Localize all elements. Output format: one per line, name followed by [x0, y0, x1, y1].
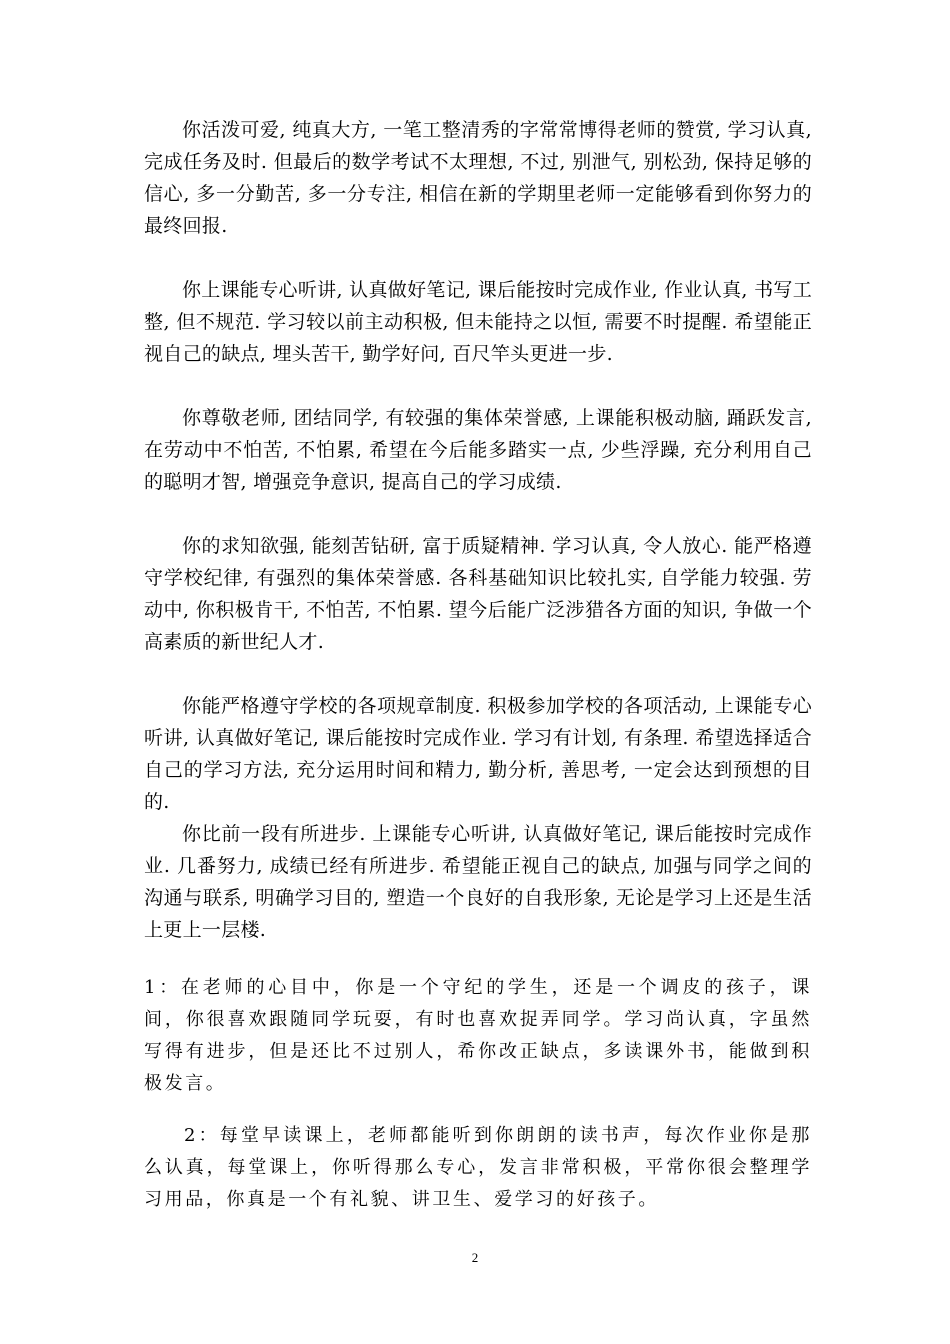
- paragraph-2: 你上课能专心听讲, 认真做好笔记, 课后能按时完成作业, 作业认真, 书写工整, 但不规范. 学习较以前主动积极, 但未能持之以恒, 需要不时提醒. 希望能正视自己的缺点, 埋头苦干, 勤学好问, 百尺竿头更进一步.: [144, 279, 812, 365]
- page-number: 2: [471, 1250, 479, 1265]
- paragraph-8: 2：每堂早读课上，老师都能听到你朗朗的读书声，每次作业你是那么认真，每堂课上，你听得那么专心，发言非常积极，平常你很会整理学习用品，你真是一个有礼貌、讲卫生、爱学习的好孩子。: [144, 1125, 812, 1210]
- paragraph-5: 你能严格遵守学校的各项规章制度. 积极参加学校的各项活动, 上课能专心听讲, 认真做好笔记, 课后能按时完成作业. 学习有计划, 有条理. 希望选择适合自己的学习方法, 充分运用时间和精力, 勤分析, 善思考, 一定会达到预想的目的.: [144, 695, 812, 813]
- paragraph-7: 1：在老师的心目中，你是一个守纪的学生，还是一个调皮的孩子，课间，你很喜欢跟随同学玩耍，有时也喜欢捉弄同学。学习尚认真，字虽然写得有进步，但是还比不过别人，希你改正缺点，多读课外书，能做到积极发言。: [144, 977, 812, 1094]
- paragraph-3: 你尊敬老师, 团结同学, 有较强的集体荣誉感, 上课能积极动脑, 踊跃发言, 在劳动中不怕苦, 不怕累, 希望在今后能多踏实一点, 少些浮躁, 充分利用自己的聪明才智, 增强竞争意识, 提高自己的学习成绩.: [144, 407, 812, 493]
- paragraph-4: 你的求知欲强, 能刻苦钻研, 富于质疑精神. 学习认真, 令人放心. 能严格遵守学校纪律, 有强烈的集体荣誉感. 各科基础知识比较扎实, 自学能力较强. 劳动中, 你积极肯干, 不怕苦, 不怕累. 望今后能广泛涉猎各方面的知识, 争做一个高素质的新世纪人才.: [144, 535, 812, 653]
- paragraph-1: 你活泼可爱, 纯真大方, 一笔工整清秀的字常常博得老师的赞赏, 学习认真, 完成任务及时. 但最后的数学考试不太理想, 不过, 别泄气, 别松劲, 保持足够的信心, 多一分勤苦, 多一分专注, 相信在新的学期里老师一定能够看到你努力的最终回报.: [144, 119, 812, 237]
- paragraph-6: 你比前一段有所进步. 上课能专心听讲, 认真做好笔记, 课后能按时完成作业. 几番努力, 成绩已经有所进步. 希望能正视自己的缺点, 加强与同学之间的沟通与联系, 明确学习目的, 塑造一个良好的自我形象, 无论是学习上还是生活上更上一层楼.: [144, 823, 812, 941]
